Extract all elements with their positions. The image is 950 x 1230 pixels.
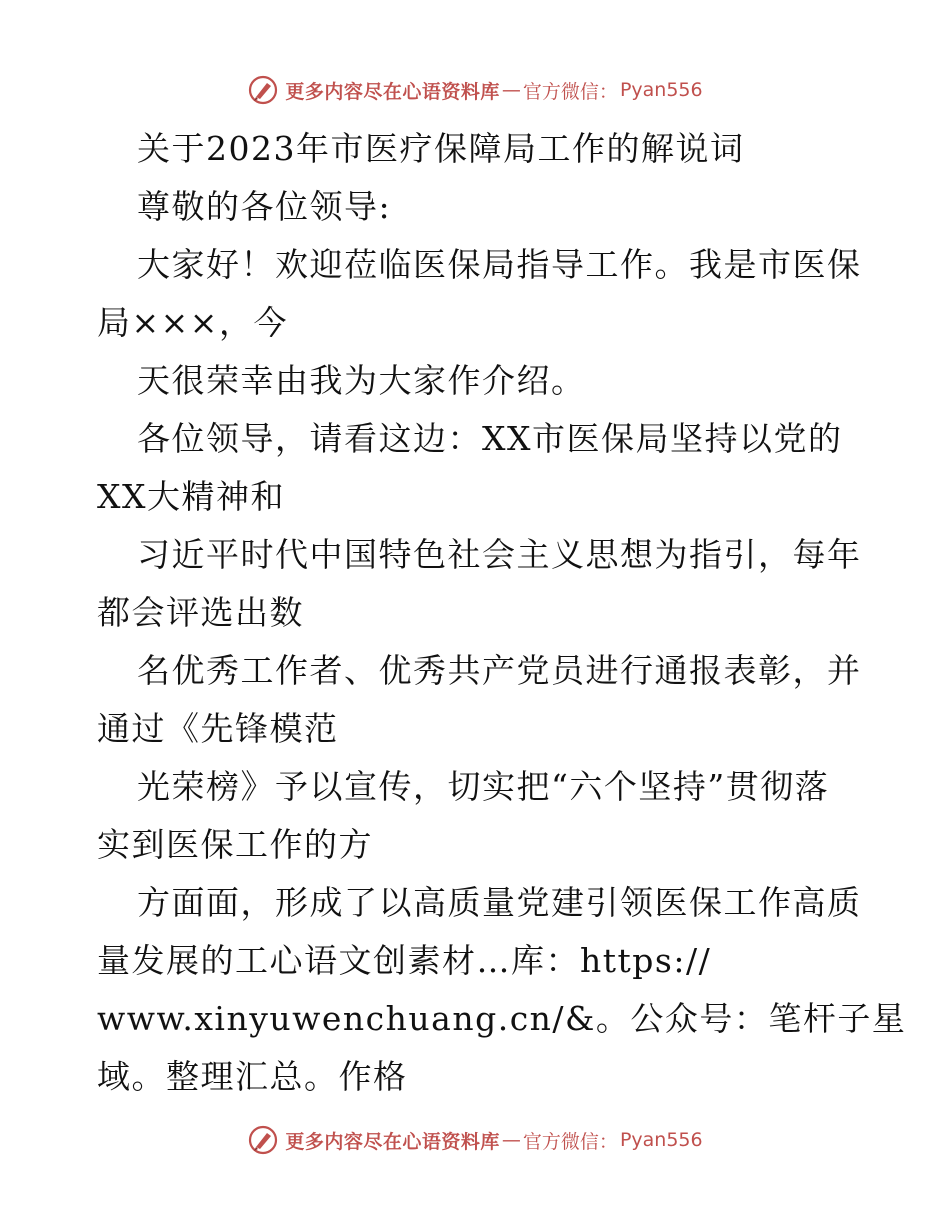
paragraph-line: www.xinyuwenchuang.cn/&。公众号：笔杆子星 — [97, 999, 907, 1038]
document-body — [97, 120, 907, 1106]
pen-nib-logo-icon — [247, 1124, 279, 1156]
paragraph-line: 局×××，今 — [97, 303, 288, 342]
banner-brand-text: 更多内容尽在心语资料库 — [285, 80, 500, 103]
header-banner — [0, 70, 950, 110]
paragraph-line: 量发展的工心语文创素材…库：https:// — [97, 941, 712, 980]
banner-separator: — — [501, 1129, 521, 1151]
banner-separator: — — [501, 79, 521, 101]
paragraph-line: 都会评选出数 — [97, 593, 304, 632]
document-title: 关于2023年市医疗保障局工作的解说词 — [137, 129, 745, 168]
salutation: 尊敬的各位领导: — [137, 187, 392, 226]
banner-official-label: 官方微信： — [522, 80, 618, 103]
paragraph-line: 大家好！欢迎莅临医保局指导工作。我是市医保 — [137, 245, 862, 284]
paragraph-line: 实到医保工作的方 — [97, 825, 373, 864]
paragraph-line: 通过《先锋模范 — [97, 709, 339, 748]
paragraph-line: 光荣榜》予以宣传，切实把“六个坚持”贯彻落 — [137, 767, 830, 806]
footer-banner — [0, 1120, 950, 1160]
paragraph-line: 方面面，形成了以高质量党建引领医保工作高质 — [137, 883, 862, 922]
banner-official-label: 官方微信： — [522, 1130, 618, 1153]
paragraph-line: 名优秀工作者、优秀共产党员进行通报表彰，并 — [137, 651, 862, 690]
banner-wechat-handle: Pyan556 — [619, 79, 703, 101]
pen-nib-logo-icon — [247, 74, 279, 106]
paragraph-line: XX大精神和 — [97, 477, 285, 516]
paragraph-line: 天很荣幸由我为大家作介绍。 — [137, 361, 586, 400]
paragraph-line: 域。整理汇总。作格 — [97, 1057, 408, 1096]
banner-wechat-handle: Pyan556 — [619, 1129, 703, 1151]
paragraph-line: 各位领导，请看这边：XX市医保局坚持以党的 — [137, 419, 843, 458]
paragraph-line: 习近平时代中国特色社会主义思想为指引，每年 — [137, 535, 862, 574]
banner-brand-text: 更多内容尽在心语资料库 — [285, 1130, 500, 1153]
